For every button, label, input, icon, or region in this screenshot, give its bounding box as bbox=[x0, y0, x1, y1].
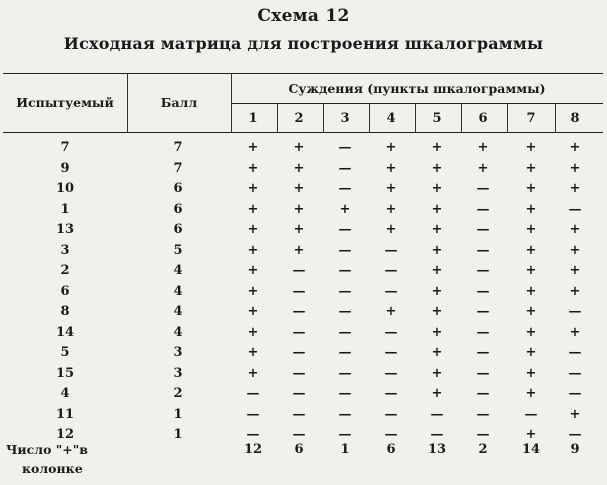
plus-mark: + bbox=[431, 263, 443, 278]
judgment-column-divider bbox=[507, 104, 508, 132]
plus-mark: + bbox=[431, 201, 443, 217]
plus-mark: + bbox=[293, 181, 305, 196]
page-subtitle: Исходная матрица для построения шкалограммы bbox=[63, 34, 544, 53]
minus-mark: — bbox=[568, 427, 582, 442]
plus-count-cell: 9 bbox=[570, 442, 580, 457]
judgment-column-divider bbox=[555, 104, 556, 132]
subject-cell: 13 bbox=[55, 222, 75, 237]
plus-mark: + bbox=[293, 160, 305, 176]
minus-mark: — bbox=[568, 304, 582, 319]
minus-mark: — bbox=[338, 160, 352, 176]
score-cell: 3 bbox=[173, 365, 183, 381]
minus-mark: — bbox=[476, 365, 490, 381]
subject-cell: 3 bbox=[60, 242, 70, 258]
minus-mark: — bbox=[568, 386, 582, 401]
judgment-column-header: 1 bbox=[248, 111, 258, 126]
minus-mark: — bbox=[246, 406, 260, 422]
minus-mark: — bbox=[292, 427, 306, 442]
minus-mark: — bbox=[338, 242, 352, 258]
plus-mark: + bbox=[431, 304, 443, 319]
plus-mark: + bbox=[247, 283, 259, 299]
minus-mark: — bbox=[476, 406, 490, 422]
judgment-column-header: 2 bbox=[294, 111, 304, 126]
plus-mark: + bbox=[569, 222, 581, 237]
plus-mark: + bbox=[525, 181, 537, 196]
minus-mark: — bbox=[338, 140, 352, 155]
plus-count-cell: 13 bbox=[427, 442, 447, 457]
minus-mark: — bbox=[338, 427, 352, 442]
minus-mark: — bbox=[384, 386, 398, 401]
minus-mark: — bbox=[338, 222, 352, 237]
minus-mark: — bbox=[476, 324, 490, 340]
minus-mark: — bbox=[338, 386, 352, 401]
minus-mark: — bbox=[384, 427, 398, 442]
plus-mark: + bbox=[247, 304, 259, 319]
minus-mark: — bbox=[292, 345, 306, 360]
score-cell: 4 bbox=[173, 263, 183, 278]
footer-label-line1: Число "+"в bbox=[6, 442, 88, 457]
score-cell: 4 bbox=[173, 324, 183, 340]
footer-label-line2: колонке bbox=[22, 461, 83, 476]
subject-cell: 11 bbox=[55, 406, 75, 422]
plus-mark: + bbox=[385, 201, 397, 217]
plus-mark: + bbox=[525, 283, 537, 299]
plus-count-cell: 6 bbox=[386, 442, 396, 457]
plus-mark: + bbox=[247, 263, 259, 278]
minus-mark: — bbox=[476, 242, 490, 258]
plus-mark: + bbox=[247, 345, 259, 360]
minus-mark: — bbox=[384, 345, 398, 360]
minus-mark: — bbox=[384, 324, 398, 340]
judgment-column-divider bbox=[277, 104, 278, 132]
judgment-column-divider bbox=[461, 104, 462, 132]
subject-cell: 7 bbox=[60, 140, 70, 155]
plus-mark: + bbox=[385, 140, 397, 155]
score-cell: 6 bbox=[173, 222, 183, 237]
subject-cell: 1 bbox=[60, 201, 70, 217]
plus-mark: + bbox=[431, 160, 443, 176]
minus-mark: — bbox=[476, 386, 490, 401]
judgment-column-divider bbox=[323, 104, 324, 132]
plus-mark: + bbox=[525, 386, 537, 401]
subject-cell: 12 bbox=[55, 427, 75, 442]
plus-mark: + bbox=[569, 160, 581, 176]
minus-mark: — bbox=[292, 283, 306, 299]
subject-cell: 15 bbox=[55, 365, 75, 381]
plus-mark: + bbox=[525, 160, 537, 176]
minus-mark: — bbox=[338, 365, 352, 381]
plus-mark: + bbox=[569, 140, 581, 155]
plus-mark: + bbox=[525, 365, 537, 381]
minus-mark: — bbox=[430, 427, 444, 442]
header-judgments: Суждения (пункты шкалограммы) bbox=[288, 81, 546, 96]
subject-cell: 5 bbox=[60, 345, 70, 360]
minus-mark: — bbox=[476, 181, 490, 196]
header-bottom-rule bbox=[3, 132, 603, 133]
plus-mark: + bbox=[431, 345, 443, 360]
header-score: Балл bbox=[160, 95, 198, 110]
minus-mark: — bbox=[338, 345, 352, 360]
plus-mark: + bbox=[247, 222, 259, 237]
judgment-column-header: 4 bbox=[386, 111, 396, 126]
minus-mark: — bbox=[476, 283, 490, 299]
plus-count-cell: 12 bbox=[243, 442, 263, 457]
minus-mark: — bbox=[246, 427, 260, 442]
subject-cell: 9 bbox=[60, 160, 70, 176]
plus-mark: + bbox=[431, 365, 443, 381]
minus-mark: — bbox=[384, 263, 398, 278]
score-cell: 7 bbox=[173, 140, 183, 155]
minus-mark: — bbox=[568, 201, 582, 217]
plus-mark: + bbox=[247, 140, 259, 155]
plus-mark: + bbox=[247, 242, 259, 258]
plus-mark: + bbox=[477, 160, 489, 176]
plus-mark: + bbox=[431, 181, 443, 196]
plus-mark: + bbox=[293, 201, 305, 217]
minus-mark: — bbox=[430, 406, 444, 422]
subject-cell: 14 bbox=[55, 324, 75, 340]
minus-mark: — bbox=[384, 365, 398, 381]
minus-mark: — bbox=[292, 386, 306, 401]
score-cell: 1 bbox=[173, 406, 183, 422]
minus-mark: — bbox=[292, 263, 306, 278]
plus-mark: + bbox=[431, 283, 443, 299]
plus-mark: + bbox=[525, 345, 537, 360]
plus-mark: + bbox=[247, 181, 259, 196]
minus-mark: — bbox=[568, 365, 582, 381]
judgment-column-header: 7 bbox=[526, 111, 536, 126]
minus-mark: — bbox=[568, 345, 582, 360]
minus-mark: — bbox=[292, 324, 306, 340]
minus-mark: — bbox=[476, 263, 490, 278]
plus-mark: + bbox=[477, 140, 489, 155]
plus-mark: + bbox=[569, 406, 581, 422]
plus-count-cell: 14 bbox=[521, 442, 541, 457]
minus-mark: — bbox=[476, 201, 490, 217]
plus-mark: + bbox=[525, 242, 537, 258]
judgments-header-rule bbox=[231, 103, 603, 104]
minus-mark: — bbox=[338, 304, 352, 319]
judgment-column-header: 6 bbox=[478, 111, 488, 126]
plus-mark: + bbox=[431, 386, 443, 401]
plus-mark: + bbox=[247, 160, 259, 176]
table-top-rule bbox=[3, 73, 603, 74]
minus-mark: — bbox=[384, 406, 398, 422]
subject-cell: 6 bbox=[60, 283, 70, 299]
plus-mark: + bbox=[525, 201, 537, 217]
score-cell: 3 bbox=[173, 345, 183, 360]
minus-mark: — bbox=[476, 345, 490, 360]
plus-mark: + bbox=[569, 263, 581, 278]
subject-cell: 8 bbox=[60, 304, 70, 319]
score-cell: 4 bbox=[173, 283, 183, 299]
plus-mark: + bbox=[569, 283, 581, 299]
plus-mark: + bbox=[431, 242, 443, 258]
plus-count-cell: 6 bbox=[294, 442, 304, 457]
score-cell: 5 bbox=[173, 242, 183, 258]
minus-mark: — bbox=[292, 365, 306, 381]
plus-mark: + bbox=[293, 140, 305, 155]
plus-mark: + bbox=[339, 201, 351, 217]
minus-mark: — bbox=[338, 324, 352, 340]
plus-mark: + bbox=[385, 160, 397, 176]
minus-mark: — bbox=[292, 406, 306, 422]
plus-mark: + bbox=[247, 365, 259, 381]
plus-mark: + bbox=[385, 181, 397, 196]
plus-mark: + bbox=[525, 222, 537, 237]
minus-mark: — bbox=[338, 406, 352, 422]
plus-mark: + bbox=[569, 242, 581, 258]
judgment-column-divider bbox=[415, 104, 416, 132]
plus-mark: + bbox=[569, 181, 581, 196]
page-title: Схема 12 bbox=[257, 6, 350, 26]
score-cell: 2 bbox=[173, 386, 183, 401]
plus-mark: + bbox=[569, 324, 581, 340]
minus-mark: — bbox=[476, 427, 490, 442]
plus-mark: + bbox=[247, 324, 259, 340]
plus-mark: + bbox=[525, 304, 537, 319]
plus-mark: + bbox=[293, 242, 305, 258]
subject-cell: 4 bbox=[60, 386, 70, 401]
score-cell: 4 bbox=[173, 304, 183, 319]
plus-mark: + bbox=[385, 304, 397, 319]
plus-mark: + bbox=[431, 324, 443, 340]
plus-mark: + bbox=[385, 222, 397, 237]
minus-mark: — bbox=[476, 304, 490, 319]
plus-mark: + bbox=[293, 222, 305, 237]
plus-mark: + bbox=[525, 427, 537, 442]
score-cell: 1 bbox=[173, 427, 183, 442]
judgment-column-header: 3 bbox=[340, 111, 350, 126]
plus-mark: + bbox=[431, 222, 443, 237]
minus-mark: — bbox=[384, 242, 398, 258]
plus-mark: + bbox=[525, 263, 537, 278]
minus-mark: — bbox=[292, 304, 306, 319]
header-subject: Испытуемый bbox=[16, 95, 114, 110]
minus-mark: — bbox=[476, 222, 490, 237]
plus-count-cell: 1 bbox=[340, 442, 350, 457]
judgment-column-header: 8 bbox=[570, 111, 580, 126]
minus-mark: — bbox=[524, 406, 538, 422]
minus-mark: — bbox=[338, 263, 352, 278]
plus-count-cell: 2 bbox=[478, 442, 488, 457]
minus-mark: — bbox=[384, 283, 398, 299]
judgment-column-divider bbox=[369, 104, 370, 132]
score-cell: 6 bbox=[173, 201, 183, 217]
judgment-column-header: 5 bbox=[432, 111, 442, 126]
score-cell: 6 bbox=[173, 181, 183, 196]
plus-mark: + bbox=[525, 140, 537, 155]
subject-cell: 10 bbox=[55, 181, 75, 196]
minus-mark: — bbox=[246, 386, 260, 401]
plus-mark: + bbox=[525, 324, 537, 340]
subject-cell: 2 bbox=[60, 263, 70, 278]
score-cell: 7 bbox=[173, 160, 183, 176]
minus-mark: — bbox=[338, 283, 352, 299]
plus-mark: + bbox=[247, 201, 259, 217]
minus-mark: — bbox=[338, 181, 352, 196]
plus-mark: + bbox=[431, 140, 443, 155]
